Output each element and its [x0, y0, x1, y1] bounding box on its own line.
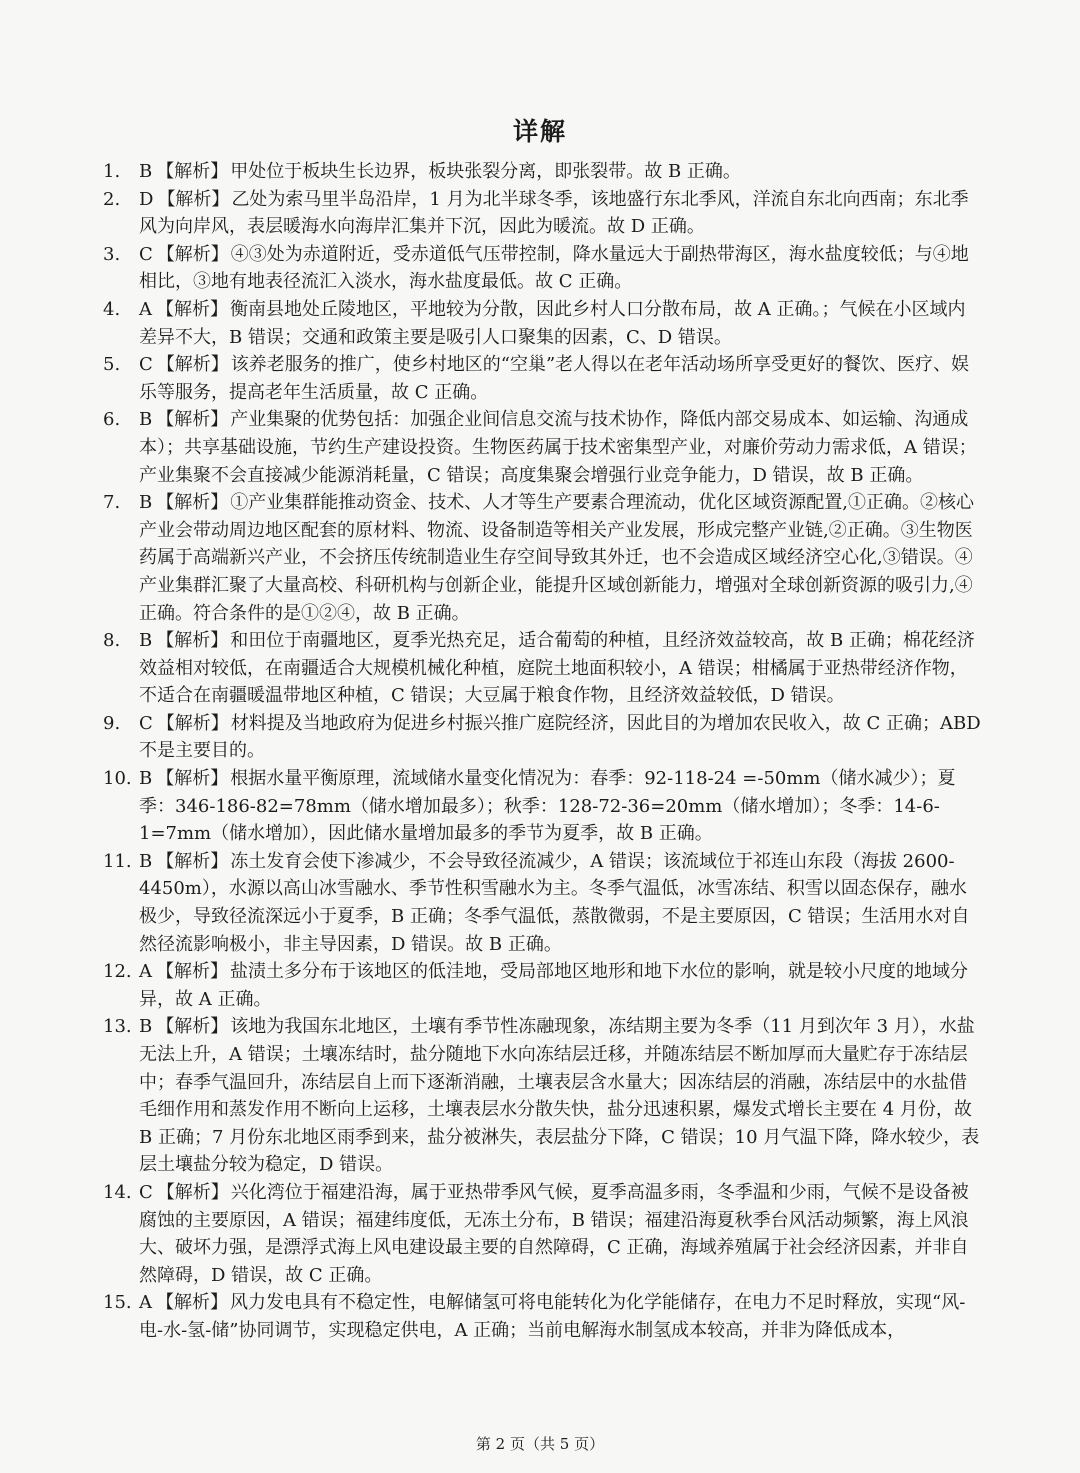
analysis-text: 材料提及当地政府为促进乡村振兴推广庭院经济，因此目的为增加农民收入，故 C 正确；ABD 不是主要目的。 — [139, 712, 981, 762]
item-number: 9. — [103, 712, 121, 734]
answer-letter: D — [139, 188, 154, 210]
answer-letter: C — [139, 1181, 153, 1203]
answer-item — [103, 158, 981, 186]
answer-letter: B — [139, 492, 153, 514]
analysis-text: 该养老服务的推广，使乡村地区的“空巢”老人得以在老年活动场所享受更好的餐饮、医疗、娱乐等服务，提高老年生活质量，故 C 正确。 — [139, 354, 970, 403]
answer-item — [103, 1289, 981, 1344]
answer-letter: B — [139, 1016, 153, 1038]
item-number: 2. — [103, 188, 121, 210]
analysis-text: 该地为我国东北地区，土壤有季节性冻融现象，冻结期主要为冬季（11 月到次年 3 月），水盐无法上升，A 错误；土壤冻结时，盐分随地下水向冻结层迁移，并随冻结层不断加厚而大量贮存于冻结层中；春季气温回升，冻结层自上而下逐渐消融，土壤表层含水量大；因冻结层的消融，冻结层中的水盐借毛细作用和蒸发作用不断向上运移，土壤表层水分散失快，盐分迅速积累，爆发式增长主要在 4 月份，故 B 正确；7 月份东北地区雨季到来，盐分被淋失，表层盐分下降，C 错误；10 月气温下降，降水较少，表层土壤盐分较为稳定，D 错误。 — [139, 1016, 980, 1176]
answer-letter: B — [139, 768, 153, 790]
answer-letter: A — [139, 961, 152, 983]
item-number: 7. — [103, 492, 121, 514]
analysis-text: ①产业集群能推动资金、技术、人才等生产要素合理流动，优化区域资源配置,①正确。②核心产业会带动周边地区配套的原材料、物流、设备制造等相关产业发展，形成完整产业链,②正确。③生物医药属于高端新兴产业，不会挤压传统制造业生存空间导致其外迁，也不会造成区域经济空心化,③错误。④产业集群汇聚了大量高校、科研机构与创新企业，能提升区域创新能力，增强对全球创新资源的吸引力,④正确。符合条件的是①②④，故 B 正确。 — [139, 492, 974, 624]
answer-item — [103, 241, 981, 296]
answer-list — [103, 158, 981, 1345]
analysis-text: 衡南县地处丘陵地区，平地较为分散，因此乡村人口分散布局，故 A 正确。；气候在小区域内差异不大，B 错误；交通和政策主要是吸引人口聚集的因素，C、D 错误。 — [139, 298, 966, 348]
analysis-tag: 【解析】 — [156, 768, 229, 790]
analysis-tag: 【解析】 — [156, 712, 229, 734]
analysis-tag: 【解析】 — [156, 630, 229, 652]
analysis-tag: 【解析】 — [156, 1292, 228, 1314]
analysis-text: ④③处为赤道附近，受赤道低气压带控制，降水量远大于副热带海区，海水盐度较低；与④地相比，③地有地表径流汇入淡水，海水盐度最低。故 C 正确。 — [139, 243, 969, 293]
answer-letter: B — [139, 630, 153, 652]
analysis-tag: 【解析】 — [156, 850, 229, 872]
analysis-tag: 【解析】 — [156, 354, 229, 376]
item-number: 4. — [103, 298, 121, 320]
answer-letter: B — [139, 161, 153, 182]
item-number: 10. — [103, 768, 132, 790]
item-number: 15. — [103, 1292, 132, 1314]
analysis-tag: 【解析】 — [157, 188, 230, 210]
item-number: 12. — [103, 961, 132, 983]
answer-item — [103, 848, 981, 958]
answer-letter: B — [139, 409, 153, 431]
answer-item — [103, 710, 981, 765]
answer-item — [103, 406, 981, 489]
item-number: 6. — [103, 409, 121, 431]
analysis-tag: 【解析】 — [156, 409, 229, 431]
analysis-text: 盐渍土多分布于该地区的低洼地，受局部地区地形和地下水位的影响，就是较小尺度的地域分异，故 A 正确。 — [139, 961, 968, 1010]
item-number: 11. — [103, 850, 132, 872]
analysis-text: 产业集聚的优势包括：加强企业间信息交流与技术协作，降低内部交易成本、如运输、沟通成本）；共享基础设施，节约生产建设投资。生物医药属于技术密集型产业，对廉价劳动力需求低，A 错误；产业集聚不会直接减少能源消耗量，C 错误；高度集聚会增强行业竞争能力，D 错误，故 B 正确。 — [139, 409, 977, 486]
item-number: 8. — [103, 630, 121, 652]
page-title: 详解 — [512, 117, 567, 146]
analysis-text: 甲处位于板块生长边界，板块张裂分离，即张裂带。故 B 正确。 — [230, 161, 741, 182]
item-number: 5. — [103, 354, 121, 376]
item-number: 3. — [103, 243, 121, 265]
answer-item — [103, 627, 981, 710]
answer-item — [103, 958, 981, 1013]
page-footer: 第 2 页（共 5 页） — [475, 1435, 605, 1453]
answer-letter: C — [139, 712, 153, 734]
analysis-text: 和田位于南疆地区，夏季光热充足，适合葡萄的种植，且经济效益较高，故 B 正确；棉花经济效益相对较低，在南疆适合大规模机械化种植，庭院土地面积较小，A 错误；柑橘属于亚热带经济作物，不适合在南疆暖温带地区种植，C 错误；大豆属于粮食作物，且经济效益较低，D 错误。 — [139, 630, 975, 707]
analysis-tag: 【解析】 — [156, 161, 229, 182]
answer-letter: B — [139, 850, 153, 872]
item-number: 14. — [103, 1181, 132, 1203]
answer-item — [103, 489, 981, 627]
analysis-text: 兴化湾位于福建沿海，属于亚热带季风气候，夏季高温多雨，冬季温和少雨，气候不是设备被腐蚀的主要原因，A 错误；福建纬度低，无冻土分布，B 错误；福建沿海夏秋季台风活动频繁，海上风浪大、破坏力强，是漂浮式海上风电建设最主要的自然障碍，C 正确，海域养殖属于社会经济因素，并非自然障碍，D 错误，故 C 正确。 — [139, 1181, 969, 1286]
answer-item — [103, 1013, 981, 1179]
analysis-text: 冻土发育会使下渗减少，不会导致径流减少，A 错误；该流域位于祁连山东段（海拔 2600-4450m），水源以高山冰雪融水、季节性积雪融水为主。冬季气温低，冰雪冻结、积雪以固态保存，融水极少，导致径流深远小于夏季，B 正确；冬季气温低，蒸散微弱，不是主要原因，C 错误；生活用水对自然径流影响极小，非主导因素，D 错误。故 B 正确。 — [139, 850, 970, 955]
analysis-tag: 【解析】 — [156, 298, 228, 320]
analysis-tag: 【解析】 — [156, 492, 229, 514]
answer-letter: C — [139, 243, 153, 265]
answer-item — [103, 186, 981, 241]
analysis-tag: 【解析】 — [156, 961, 228, 983]
analysis-tag: 【解析】 — [156, 1181, 229, 1203]
answer-letter: A — [139, 1292, 152, 1314]
analysis-text: 乙处为索马里半岛沿岸，1 月为北半球冬季，该地盛行东北季风，洋流自东北向西南；东北季风为向岸风，表层暖海水向海岸汇集并下沉，因此为暖流。故 D 正确。 — [139, 188, 969, 238]
answer-letter: A — [139, 298, 152, 320]
analysis-text: 风力发电具有不稳定性，电解储氢可将电能转化为化学能储存，在电力不足时释放，实现“风-电-水-氢-储”协同调节，实现稳定供电，A 正确；当前电解海水制氢成本较高，并非为降低成本， — [139, 1292, 966, 1341]
analysis-text: 根据水量平衡原理，流域储水量变化情况为：春季：92-118-24 =-50mm（储水减少）；夏季：346-186-82=78mm（储水增加最多）；秋季：128-72-36=20mm（储水增加）；冬季：14-6-1=7mm（储水增加），因此储水量增加最多的季节为夏季，故 B 正确。 — [139, 768, 956, 845]
analysis-tag: 【解析】 — [156, 243, 229, 265]
answer-item — [103, 296, 981, 351]
item-number: 1. — [103, 161, 121, 182]
answer-item — [103, 351, 981, 406]
item-number: 13. — [103, 1016, 132, 1038]
answer-item — [103, 1179, 981, 1289]
analysis-tag: 【解析】 — [156, 1016, 229, 1038]
answer-letter: C — [139, 354, 153, 376]
answer-item — [103, 765, 981, 848]
